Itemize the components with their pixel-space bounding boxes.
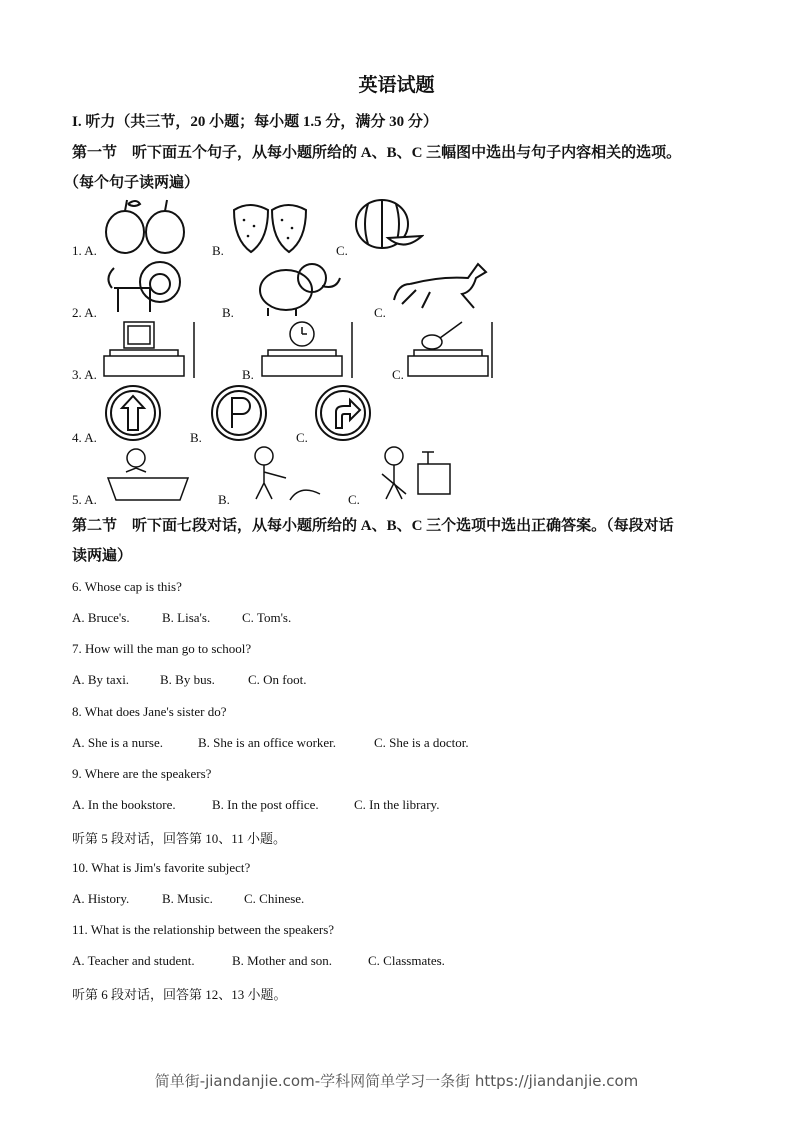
question-7: 7. How will the man go to school? bbox=[72, 641, 252, 656]
q7-option-b: B. By bus. bbox=[160, 672, 215, 687]
q9-option-b: B. In the post office. bbox=[212, 797, 319, 812]
q10-option-b: B. Music. bbox=[162, 891, 213, 906]
q1-b-label: B. bbox=[212, 243, 224, 258]
guitar-above-sofa-icon bbox=[404, 320, 510, 380]
q3-b-label: B. bbox=[242, 367, 254, 382]
q11-option-b: B. Mother and son. bbox=[232, 953, 333, 968]
q5-b-label: B. bbox=[218, 492, 230, 507]
question-9: 9. Where are the speakers? bbox=[72, 766, 212, 781]
q4-b-label: B. bbox=[190, 430, 202, 445]
q8-option-a: A. She is a nurse. bbox=[72, 735, 163, 750]
girl-sweeping-floor-icon bbox=[368, 444, 456, 502]
go-straight-sign-icon bbox=[104, 384, 162, 442]
q2-label: 2. A. bbox=[72, 305, 97, 320]
part2-instruction-cont: 读两遍） bbox=[72, 548, 133, 564]
part2-instruction: 第二节 听下面七段对话，从每小题所给的 A、B、C 三个选项中选出正确答案。（每段对话 bbox=[72, 518, 674, 534]
q8-option-b: B. She is an office worker. bbox=[198, 735, 337, 750]
part1-instruction: 第一节 听下面五个句子，从每小题所给的 A、B、C 三幅图中选出与句子内容相关的选项。 bbox=[72, 145, 682, 161]
question-10: 10. What is Jim's favorite subject? bbox=[72, 860, 251, 875]
q6-option-a: A. Bruce's. bbox=[72, 610, 130, 625]
strawberries-icon bbox=[230, 196, 310, 254]
turn-right-sign-icon bbox=[314, 384, 372, 442]
dialogue-5-note: 听第 5 段对话，回答第 10、11 小题。 bbox=[72, 831, 287, 846]
part1-instruction-cont: （每个句子读两遍） bbox=[64, 175, 200, 191]
page-title: 英语试题 bbox=[358, 75, 435, 96]
lion-icon bbox=[104, 258, 186, 318]
clock-above-sofa-icon bbox=[258, 320, 364, 380]
elephant-icon bbox=[250, 260, 342, 318]
q5-c-label: C. bbox=[348, 492, 360, 507]
q11-option-a: A. Teacher and student. bbox=[72, 953, 195, 968]
q2-b-label: B. bbox=[222, 305, 234, 320]
q8-option-c: C. She is a doctor. bbox=[374, 735, 469, 750]
q10-option-c: C. Chinese. bbox=[244, 891, 305, 906]
section-heading: I. 听力（共三节，20 小题；每小题 1.5 分，满分 30 分） bbox=[72, 114, 438, 130]
q1-label: 1. A. bbox=[72, 243, 97, 258]
watermelon-icon bbox=[354, 198, 424, 252]
q6-option-b: B. Lisa's. bbox=[162, 610, 211, 625]
q7-option-c: C. On foot. bbox=[248, 672, 307, 687]
dialogue-6-note: 听第 6 段对话，回答第 12、13 小题。 bbox=[72, 987, 287, 1002]
picture-above-sofa-icon bbox=[100, 320, 206, 380]
question-8: 8. What does Jane's sister do? bbox=[72, 704, 227, 719]
girl-watering-flowers-icon bbox=[240, 444, 324, 502]
q6-option-c: C. Tom's. bbox=[242, 610, 292, 625]
horse-icon bbox=[390, 260, 490, 310]
q2-c-label: C. bbox=[374, 305, 386, 320]
q1-c-label: C. bbox=[336, 243, 348, 258]
q7-option-a: A. By taxi. bbox=[72, 672, 130, 687]
apples-icon bbox=[104, 196, 186, 256]
q3-label: 3. A. bbox=[72, 367, 97, 382]
footer-watermark: 简单街-jiandanjie.com-学科网简单学习一条街 https://jiandanjie.com bbox=[154, 1072, 639, 1090]
parking-sign-icon bbox=[210, 384, 268, 442]
question-11: 11. What is the relationship between the speakers? bbox=[72, 922, 335, 937]
q9-option-a: A. In the bookstore. bbox=[72, 797, 176, 812]
q4-label: 4. A. bbox=[72, 430, 97, 445]
question-6: 6. Whose cap is this? bbox=[72, 579, 182, 594]
q9-option-c: C. In the library. bbox=[354, 797, 440, 812]
q4-c-label: C. bbox=[296, 430, 308, 445]
q3-c-label: C. bbox=[392, 367, 404, 382]
q10-option-a: A. History. bbox=[72, 891, 130, 906]
q5-label: 5. A. bbox=[72, 492, 97, 507]
q11-option-c: C. Classmates. bbox=[368, 953, 445, 968]
girl-washing-clothes-icon bbox=[100, 444, 192, 502]
